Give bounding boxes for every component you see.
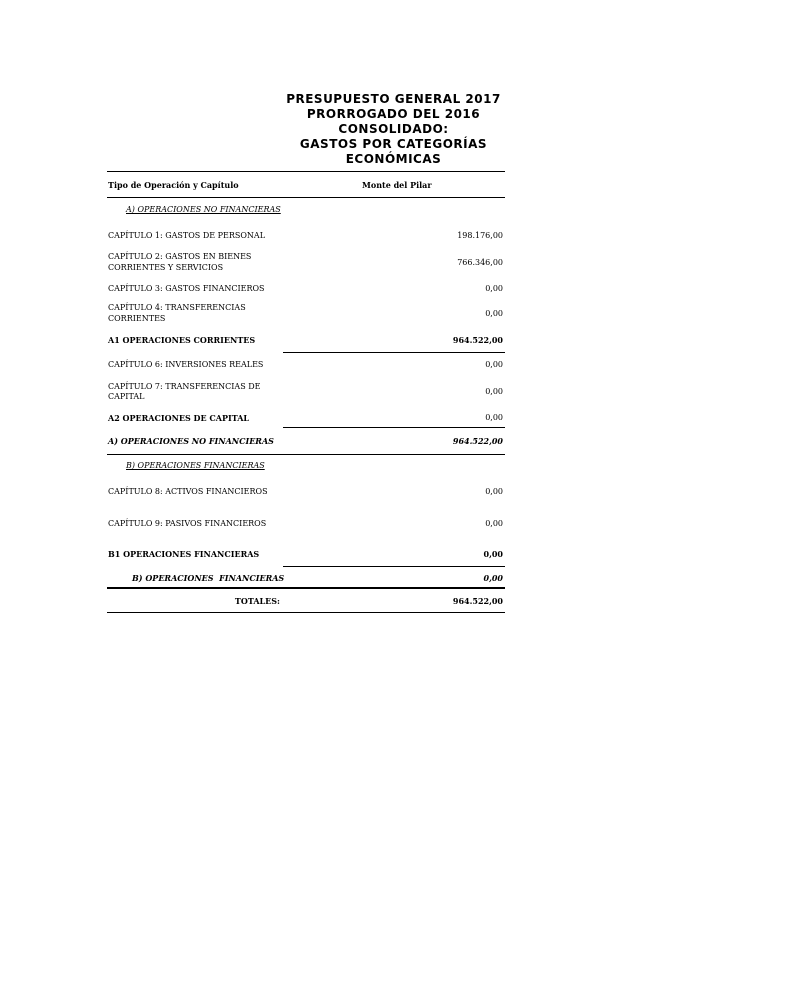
row-cap7-label-2: CAPITAL: [108, 392, 145, 401]
column-header-monte: Monte del Pilar: [362, 180, 432, 190]
totals-bottom-rule: [107, 612, 505, 613]
section-b-heading: B) OPERACIONES FINANCIERAS: [126, 461, 265, 470]
row-b-total-value: 0,00: [483, 573, 503, 583]
a2-subtotal-rule: [283, 427, 505, 428]
row-cap1-value: 198.176,00: [457, 231, 503, 240]
row-a-total-value: 964.522,00: [452, 436, 503, 446]
row-cap2-label-2: CORRIENTES Y SERVICIOS: [108, 263, 224, 272]
row-cap2-label-1: CAPÍTULO 2: GASTOS EN BIENES: [108, 252, 252, 261]
row-b-total-label: B) OPERACIONES FINANCIERAS: [132, 573, 285, 583]
column-header-type: Tipo de Operación y Capítulo: [108, 180, 239, 190]
header-top-rule: [107, 171, 505, 172]
row-cap8-value: 0,00: [485, 487, 503, 496]
row-cap4-value: 0,00: [485, 309, 503, 318]
row-cap4-label-1: CAPÍTULO 4: TRANSFERENCIAS: [108, 303, 246, 312]
b1-subtotal-rule: [283, 566, 505, 567]
row-cap4-label-2: CORRIENTES: [108, 314, 166, 323]
row-b1-label: B1 OPERACIONES FINANCIERAS: [108, 549, 260, 559]
section-a-heading: A) OPERACIONES NO FINANCIERAS: [126, 205, 281, 214]
row-a1-label: A1 OPERACIONES CORRIENTES: [108, 335, 256, 345]
row-cap9-label: CAPÍTULO 9: PASIVOS FINANCIEROS: [108, 519, 267, 528]
row-totales-value: 964.522,00: [452, 596, 503, 606]
row-cap7-value: 0,00: [485, 387, 503, 396]
row-totales-label: TOTALES:: [234, 596, 280, 606]
report-title: [282, 92, 505, 167]
row-a2-value: 0,00: [485, 413, 503, 422]
row-cap9-value: 0,00: [485, 519, 503, 528]
row-cap3-label: CAPÍTULO 3: GASTOS FINANCIEROS: [108, 284, 265, 293]
title-line-4: GASTOS POR CATEGORÍAS: [299, 137, 488, 151]
row-cap2-value: 766.346,00: [457, 258, 503, 267]
row-a1-value: 964.522,00: [452, 335, 503, 345]
row-cap3-value: 0,00: [485, 284, 503, 293]
title-line-5: ECONÓMICAS: [345, 152, 442, 166]
a1-subtotal-rule: [283, 352, 505, 353]
totals-top-rule: [107, 587, 505, 589]
row-cap6-label: CAPÍTULO 6: INVERSIONES REALES: [108, 360, 264, 369]
title-line-1: PRESUPUESTO GENERAL 2017: [286, 92, 501, 106]
section-a-rule: [107, 454, 505, 455]
title-line-2: PRORROGADO DEL 2016: [306, 107, 481, 121]
row-cap7-label-1: CAPÍTULO 7: TRANSFERENCIAS DE: [108, 382, 261, 391]
row-cap8-label: CAPÍTULO 8: ACTIVOS FINANCIEROS: [108, 487, 268, 496]
row-b1-value: 0,00: [483, 549, 503, 559]
row-a-total-label: A) OPERACIONES NO FINANCIERAS: [108, 436, 274, 446]
row-a2-label: A2 OPERACIONES DE CAPITAL: [108, 413, 250, 423]
row-cap1-label: CAPÍTULO 1: GASTOS DE PERSONAL: [108, 231, 265, 240]
header-bottom-rule: [107, 197, 505, 198]
title-line-3: CONSOLIDADO:: [338, 122, 449, 136]
row-cap6-value: 0,00: [485, 360, 503, 369]
